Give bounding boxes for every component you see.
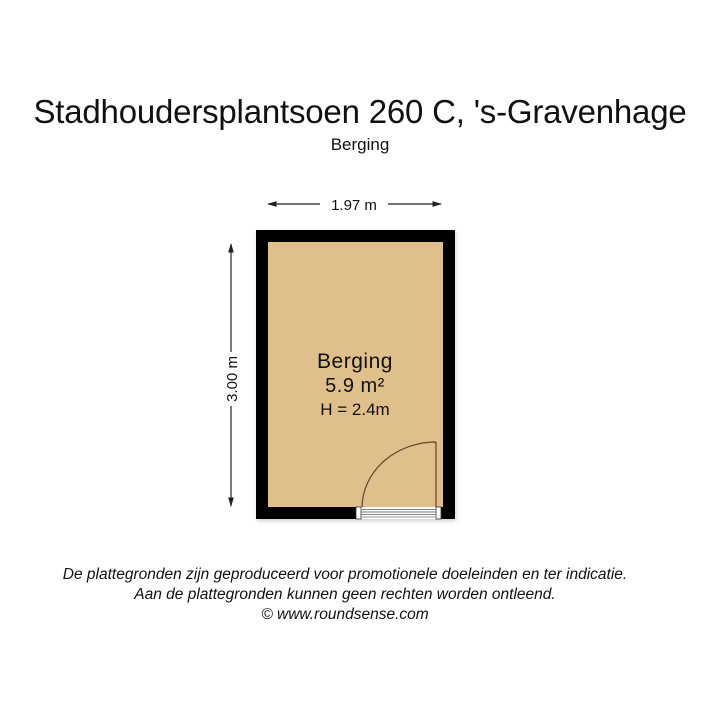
disclaimer (0, 565, 690, 625)
disclaimer-line-1: De plattegronden zijn geproduceerd voor promotionele doeleinden en ter indicatie. (62, 566, 628, 583)
room-height: H = 2.4m (320, 400, 390, 419)
room-name: Berging (317, 350, 393, 373)
depth-dimension (224, 244, 241, 506)
page-title: Stadhoudersplantsoen 260 C, 's-Gravenhage (33, 93, 687, 130)
disclaimer-line-2: Aan de plattegronden kunnen geen rechten worden ontleend. (134, 586, 556, 603)
copyright-link[interactable]: © www.roundsense.com (261, 606, 429, 623)
width-dimension (268, 197, 441, 214)
width-label: 1.97 m (331, 197, 377, 214)
depth-label: 3.00 m (224, 356, 241, 402)
room-label (317, 350, 393, 419)
floor-subtitle: Berging (330, 135, 390, 154)
room-area: 5.9 m² (325, 375, 385, 397)
